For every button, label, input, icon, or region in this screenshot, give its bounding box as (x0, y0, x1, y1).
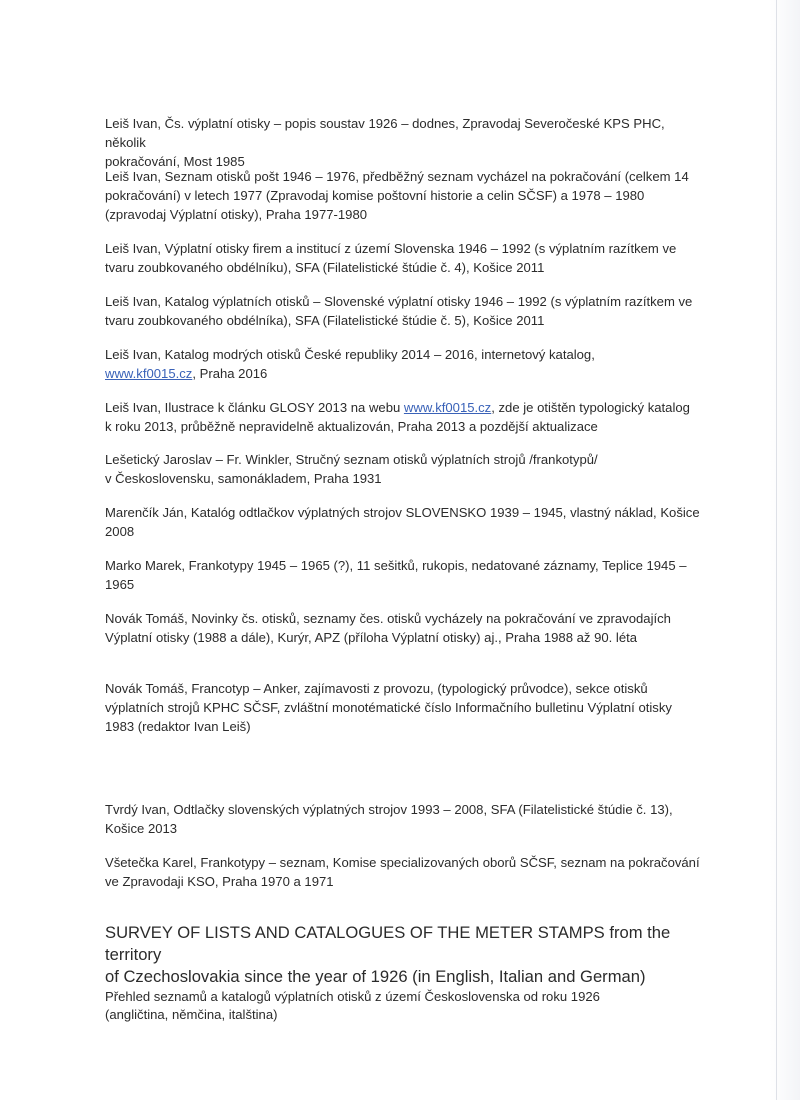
entry-line: tvaru zoubkovaného obdélníku), SFA (Filatelistické štúdie č. 4), Košice 2011 (105, 260, 545, 275)
bibliography-entry (105, 167, 705, 224)
bibliography-entry (105, 292, 705, 330)
bibliography-entry (105, 345, 705, 383)
entry-line: 2008 (105, 524, 135, 539)
website-link[interactable]: www.kf0015.cz (105, 366, 193, 381)
entry-line: pokračování) v letech 1977 (Zpravodaj komise poštovní historie a celin SČSF) a 1978 – 1980 (105, 188, 645, 203)
entry-line: Novák Tomáš, Francotyp – Anker, zajímavosti z provozu, (typologický průvodce), sekce otisků (105, 681, 648, 696)
entry-line: výplatních strojů KPHC SČSF, zvláštní monotématické číslo Informačního bulletinu Výplatní otisky (105, 700, 672, 715)
survey-subtitle-line: (angličtina, němčina, italština) (105, 1007, 278, 1022)
bibliography-entry (105, 450, 705, 488)
bibliography-entry (105, 503, 705, 541)
entry-line: Leiš Ivan, Katalog modrých otisků České republiky 2014 – 2016, internetový katalog, (105, 347, 595, 362)
entry-line: 1983 (redaktor Ivan Leiš) (105, 719, 251, 734)
survey-title (105, 922, 705, 988)
entry-line: Leiš Ivan, Seznam otisků pošt 1946 – 1976, předběžný seznam vycházel na pokračování (celkem 14 (105, 169, 689, 184)
bibliography-entry (105, 398, 705, 436)
entry-line: , zde je otištěn typologický katalog (491, 400, 690, 415)
bibliography-entry (105, 114, 705, 171)
survey-title-line: SURVEY OF LISTS AND CATALOGUES OF THE METER STAMPS from the territory (105, 923, 671, 964)
entry-line: Marenčík Ján, Katalóg odtlačkov výplatných strojov SLOVENSKO 1939 – 1945, vlastný náklad, Košice (105, 505, 700, 520)
entry-line: tvaru zoubkovaného obdélníka), SFA (Filatelistické štúdie č. 5), Košice 2011 (105, 313, 545, 328)
entry-line: Všetečka Karel, Frankotypy – seznam, Komise specializovaných oborů SČSF, seznam na pokračování (105, 855, 700, 870)
survey-subtitle-line: Přehled seznamů a katalogů výplatních otisků z území Československa od roku 1926 (105, 989, 600, 1004)
entry-line: Leiš Ivan, Čs. výplatní otisky – popis soustav 1926 – dodnes, Zpravodaj Severočeské KPS PHC, několik (105, 116, 665, 150)
entry-line: k roku 2013, průběžně nepravidelně aktualizován, Praha 2013 a pozdější aktualizace (105, 419, 598, 434)
entry-line: Tvrdý Ivan, Odtlačky slovenských výplatných strojov 1993 – 2008, SFA (Filatelistické štúdie č. 13), (105, 802, 673, 817)
scan-edge-line (776, 0, 777, 1100)
bibliography-entry (105, 853, 705, 891)
entry-line: Marko Marek, Frankotypy 1945 – 1965 (?), 11 sešitků, rukopis, nedatované záznamy, Teplice 1945 – (105, 558, 687, 573)
website-link[interactable]: www.kf0015.cz (403, 400, 492, 415)
entry-line: Leiš Ivan, Ilustrace k článku GLOSY 2013 na webu (105, 400, 404, 415)
bibliography-entry (105, 556, 705, 594)
entry-line: Leiš Ivan, Katalog výplatních otisků – Slovenské výplatní otisky 1946 – 1992 (s výplatním razítkem ve (105, 294, 693, 309)
entry-line: Výplatní otisky (1988 a dále), Kurýr, APZ (příloha Výplatní otisky) aj., Praha 1988 až 90. léta (105, 630, 638, 645)
bibliography-entry (105, 609, 705, 647)
entry-line: Novák Tomáš, Novinky čs. otisků, seznamy čes. otisků vycházely na pokračování ve zpravodajích (105, 611, 671, 626)
survey-title-line: of Czechoslovakia since the year of 1926 (in English, Italian and German) (105, 967, 646, 986)
survey-section (105, 922, 705, 1024)
entry-line: Leiš Ivan, Výplatní otisky firem a institucí z území Slovenska 1946 – 1992 (s výplatním razítkem ve (105, 241, 677, 256)
entry-line: v Československu, samonákladem, Praha 1931 (105, 471, 382, 486)
bibliography-entry (105, 800, 705, 838)
entry-line: 1965 (105, 577, 135, 592)
entry-line: Košice 2013 (105, 821, 178, 836)
entry-line: ve Zpravodaji KSO, Praha 1970 a 1971 (105, 874, 334, 889)
bibliography-entry (105, 239, 705, 277)
entry-line: Lešetický Jaroslav – Fr. Winkler, Stručný seznam otisků výplatních strojů /frankotypů/ (105, 452, 598, 467)
entry-line: (zpravodaj Výplatní otisky), Praha 1977-1980 (105, 207, 368, 222)
survey-subtitle (105, 988, 705, 1024)
entry-line: , Praha 2016 (192, 366, 268, 381)
entry-line: pokračování, Most 1985 (105, 154, 245, 169)
bibliography-entry (105, 679, 705, 736)
scan-edge-shadow (770, 0, 800, 1100)
